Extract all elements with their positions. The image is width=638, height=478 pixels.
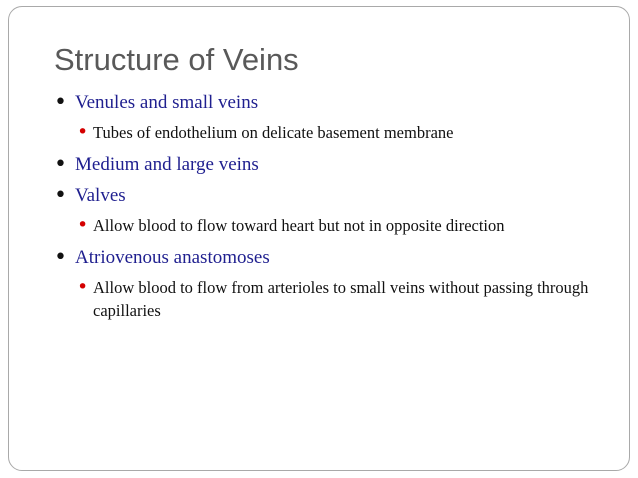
sub-bullet-text: Tubes of endothelium on delicate basement membrane	[93, 123, 454, 142]
bullet-item	[54, 245, 614, 271]
sub-bullet-dot-icon: •	[77, 121, 89, 143]
slide-title: Structure of Veins	[54, 42, 299, 77]
bullet-text: Atriovenous anastomoses	[75, 247, 270, 268]
sub-bullet-dot-icon: •	[77, 276, 89, 298]
bullet-item	[54, 90, 614, 116]
sub-bullet-text: Allow blood to flow toward heart but not in opposite direction	[93, 216, 505, 235]
sub-bullet-item	[77, 214, 614, 237]
bullet-dot-icon: •	[54, 90, 67, 115]
bullet-text: Medium and large veins	[75, 154, 259, 175]
bullet-dot-icon: •	[54, 245, 67, 270]
bullet-dot-icon: •	[54, 152, 67, 177]
bullet-item	[54, 183, 614, 209]
bullet-list	[54, 90, 614, 330]
bullet-dot-icon: •	[54, 183, 67, 208]
bullet-item	[54, 152, 614, 178]
bullet-text: Venules and small veins	[75, 92, 259, 113]
sub-bullet-item	[77, 276, 614, 322]
sub-bullet-text: Allow blood to flow from arterioles to small veins without passing through capillaries	[93, 278, 589, 320]
sub-bullet-item	[77, 121, 614, 144]
sub-bullet-dot-icon: •	[77, 214, 89, 236]
bullet-text: Valves	[75, 185, 126, 206]
